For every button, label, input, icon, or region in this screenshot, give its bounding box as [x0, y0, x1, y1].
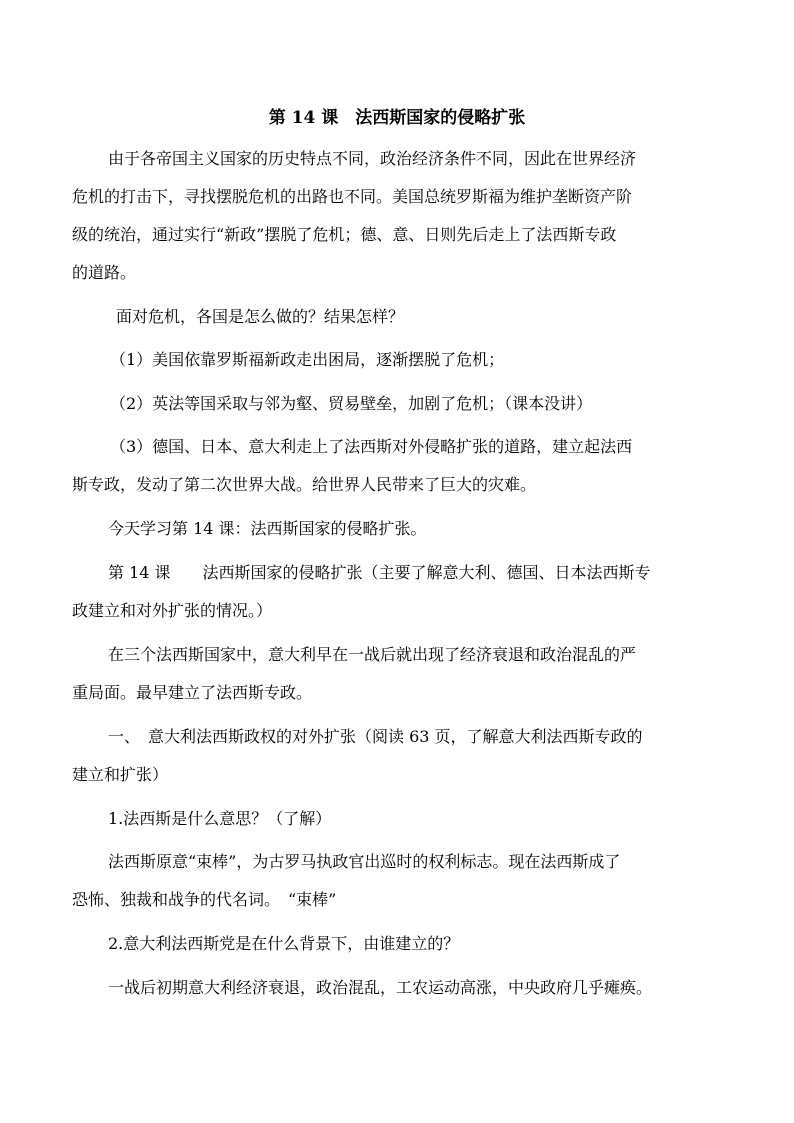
list-item: （3）德国、日本、意大利走上了法西斯对外侵略扩张的道路，建立起法西: [110, 437, 633, 456]
list-item: （1）美国依靠罗斯福新政走出困局，逐渐摆脱了危机；: [110, 350, 505, 369]
question-line: 2.意大利法西斯党是在什么背景下，由谁建立的？: [108, 934, 460, 953]
paragraph-line: 的道路。: [72, 263, 137, 282]
paragraph-line: 恐怖、独裁和战争的代名词。 “束棒”: [72, 890, 337, 909]
question-line: 1.法西斯是什么意思？（了解）: [108, 809, 332, 828]
list-item: （2）英法等国采取与邻为壑、贸易壁垒，加剧了危机；（课本没讲）: [110, 394, 593, 413]
question-line: 面对危机，各国是怎么做的？结果怎样？: [116, 307, 405, 326]
paragraph-line: 今天学习第 14 课：法西斯国家的侵略扩张。: [108, 519, 427, 538]
paragraph-line: 法西斯原意“束棒”，为古罗马执政官出巡时的权利标志。现在法西斯成了: [108, 852, 621, 871]
paragraph-line: 政建立和对外扩张的情况。）: [72, 601, 273, 620]
paragraph-line: 一战后初期意大利经济衰退，政治混乱，工农运动高涨，中央政府几乎瘫痪。: [108, 978, 653, 997]
paragraph-line: 级的统治，通过实行“新政”摆脱了危机；德、意、日则先后走上了法西斯专政: [72, 225, 617, 244]
section-heading-continuation: 建立和扩张）: [72, 765, 169, 784]
section-heading: 一、 意大利法西斯政权的对外扩张（阅读 63 页，了解意大利法西斯专政的: [108, 727, 643, 746]
paragraph-line: 由于各帝国主义国家的历史特点不同，政治经济条件不同，因此在世界经济: [108, 149, 637, 168]
paragraph-line: 重局面。最早建立了法西斯专政。: [72, 683, 313, 702]
list-item-continuation: 斯专政，发动了第二次世界大战。给世界人民带来了巨大的灾难。: [72, 475, 537, 494]
paragraph-line: 在三个法西斯国家中，意大利早在一战后就出现了经济衰退和政治混乱的严: [108, 645, 637, 664]
paragraph-line: 第 14 课 法西斯国家的侵略扩张（主要了解意大利、德国、日本法西斯专: [108, 563, 651, 582]
lesson-title: 第 14 课 法西斯国家的侵略扩张: [268, 108, 526, 128]
paragraph-line: 危机的打击下，寻找摆脱危机的出路也不同。美国总统罗斯福为维护垄断资产阶: [72, 187, 633, 206]
